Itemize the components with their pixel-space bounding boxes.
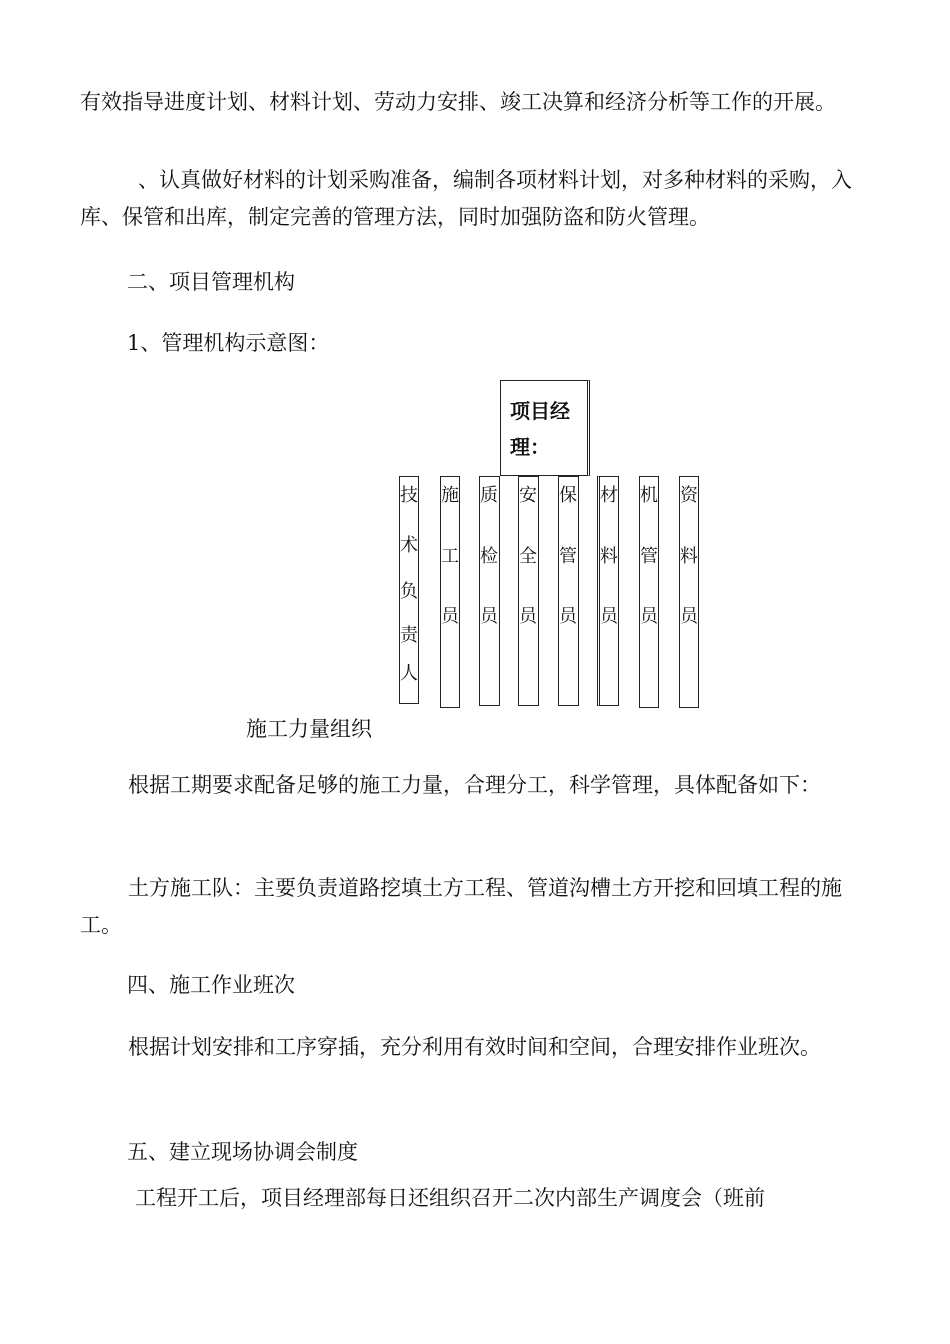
staff-char: 料 [600, 546, 618, 567]
staff-label-document-clerk [679, 481, 699, 628]
staff-char: 机 [640, 485, 658, 506]
staff-char: 施 [441, 485, 459, 506]
staff-char: 管 [559, 546, 577, 567]
paragraph-earthwork-team: 土方施工队：主要负责道路挖填土方工程、管道沟槽土方开挖和回填工程的施工。 [80, 876, 842, 937]
staff-char: 员 [640, 606, 658, 627]
staff-char: 负 [400, 581, 418, 602]
staff-char: 材 [600, 485, 618, 506]
staff-char: 员 [480, 606, 498, 627]
staff-label-material-clerk [599, 481, 619, 628]
staff-char: 术 [400, 535, 418, 556]
staff-char: 管 [640, 546, 658, 567]
staff-char: 全 [519, 546, 537, 567]
manager-label-line2: 理： [510, 435, 550, 459]
heading-coordination-meeting: 五、建立现场协调会制度 [127, 1140, 358, 1164]
staff-char: 技 [400, 485, 418, 506]
paragraph-workforce: 根据工期要求配备足够的施工力量，合理分工，科学管理，具体配备如下： [128, 773, 821, 797]
staff-char: 员 [441, 606, 459, 627]
heading-management-org: 二、项目管理机构 [127, 270, 295, 294]
staff-char: 料 [680, 546, 698, 567]
staff-char: 责 [400, 625, 418, 646]
staff-char: 人 [400, 663, 418, 684]
staff-char: 保 [559, 485, 577, 506]
paragraph-shifts: 根据计划安排和工序穿插，充分利用有效时间和空间，合理安排作业班次。 [128, 1035, 821, 1059]
staff-char: 工 [441, 546, 459, 567]
staff-char: 员 [519, 606, 537, 627]
staff-label-safety-officer [518, 481, 538, 628]
staff-char: 检 [480, 546, 498, 567]
paragraph-meetings: 工程开工后，项目经理部每日还组织召开二次内部生产调度会（班前 [135, 1186, 765, 1210]
staff-label-constructor [440, 481, 460, 628]
staff-label-storekeeper [558, 481, 578, 628]
staff-label-machinery-manager [639, 481, 659, 628]
staff-char: 员 [559, 606, 577, 627]
manager-label-line1: 项目经 [510, 399, 570, 423]
staff-label-quality-inspector [479, 481, 499, 628]
heading-work-shifts: 四、施工作业班次 [127, 973, 295, 997]
staff-char: 安 [519, 485, 537, 506]
paragraph-materials: 、认真做好材料的计划采购准备，编制各项材料计划，对多种材料的采购，入库、保管和出库，制定完善的管理方法，同时加强防盗和防火管理。 [80, 168, 852, 229]
heading-org-chart: 1、管理机构示意图： [127, 331, 330, 355]
staff-char: 质 [480, 485, 498, 506]
staff-char: 员 [680, 606, 698, 627]
org-box-project-manager [500, 380, 590, 476]
staff-char: 资 [680, 485, 698, 506]
staff-char: 员 [600, 606, 618, 627]
paragraph-planning: 有效指导进度计划、材料计划、劳动力安排、竣工决算和经济分析等工作的开展。 [80, 90, 836, 114]
caption-construction-force: 施工力量组织 [246, 717, 372, 741]
staff-label-technical-lead [399, 481, 419, 685]
